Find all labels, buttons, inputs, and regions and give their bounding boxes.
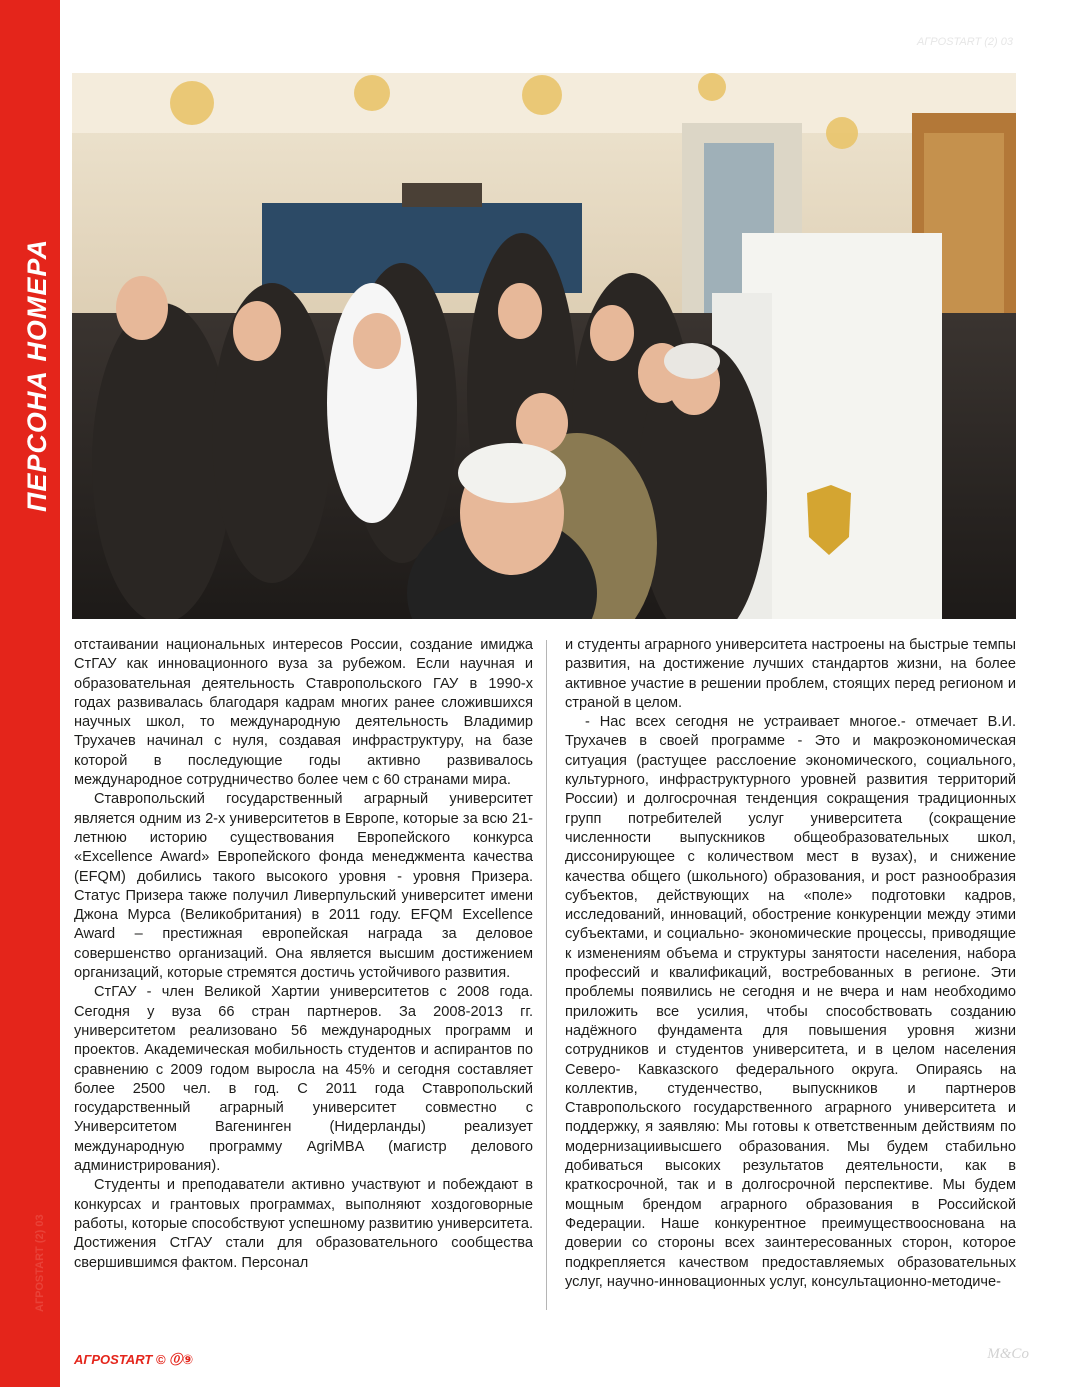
logo-left: АГРО — [74, 1352, 111, 1367]
paragraph: СтГАУ - член Великой Хартии университетов с 2008 года. Сегодня у вуза 66 стран партнеров. За 2008-2013 гг. университетом реализовано 56 международных программ и проектов. Академическая мобильность студентов и аспирантов по сравнению с 2009 годом выросла на 45% и сегодня составляет более 2500 чел. в год. С 2011 года Ставропольский государственный аграрный университет совместно с Университетом Вагенинген (Нидерланды) реализует международную программу AgriMBA (магистр делового администрирования). — [74, 984, 533, 1175]
paragraph: - Нас всех сегодня не устраивает многое.- отмечает В.И. Трухачев в своей программе - Это и макроэкономическая ситуация (растущее расслоение экономического, социального, культурного, инфраструктурного уровней развития территорий России) и долгосрочная тенденция сокращения традиционных групп потребителей услуг университета (сокращение численности выпускников общеобразовательных школ, диссонирующее с количеством мест в вузах), и снижение качества общего (школьного) образования, и рост разнообразия субъектов, действующих на «поле» подготовки кадров, исследований, инноваций, обострение конкуренции между этими субъектами, и социально- экономические процессы, приводящие к изменениям объема и структуры занятости населения, набора профессий и квалификаций, востребованных в регионе. Эти проблемы появились не сегодня и не вчера и нам необходимо приложить все усилия, чтобы способствовать созданию надёжного фундамента для повышения уровня жизни сотрудников и студентов университета, и в целом населения Северо- Кавказского федерального округа. Опираясь на коллектив, студенчество, выпускников и партнеров Ставропольского государственного аграрного университета и поддержку, я заявляю: Мы готовы к ответственным действиям по модернизациивысшего образования. Мы будем стабильно добиваться высоких результатов деятельности, как в краткосрочной, так и в долгосрочной перспективе. Мы будем мощным брендом аграрного образования в Российской Федерации. Наше конкурентное преимуществооснована на доверии со стороны всех заинтересованных сторон, которое подкрепляется качеством предоставляемых образовательных услуг, научно-инновационных услуг, консультационно-методиче- — [565, 714, 1016, 1290]
side-band — [0, 0, 60, 1387]
paragraph: отстаивании национальных интересов России, создание имиджа СтГАУ как инновационного вуза за рубежом. Если научная и образовательная деятельность Ставропольского ГАУ в 1990-х годах развивалась благодаря кадрам многих ранее сложившихся научных школ, то международную деятельность Владимир Трухачев начинал с нуля, создавая инфраструктуру, на базе которой в последующие годы активно развивалось международное сотрудничество более чем с 60 странами мира. — [74, 637, 533, 789]
top-watermark: АГРОSTART (2) 03 — [916, 36, 1013, 48]
event-photo — [72, 73, 1016, 619]
side-watermark: АГРОSTART (2) 03 — [34, 1214, 46, 1312]
logo-right: START — [110, 1352, 153, 1367]
article-left-column — [74, 636, 533, 1273]
section-title: ПЕРСОНА НОМЕРА — [22, 238, 52, 512]
article-right-column — [565, 636, 1016, 1292]
publisher-mark: М&Со — [987, 1346, 1029, 1362]
column-divider — [546, 640, 547, 1310]
logo-tail: © ⓪⑨ — [155, 1352, 194, 1367]
magazine-logo — [74, 1349, 193, 1368]
paragraph: Студенты и преподаватели активно участвуют и побеждают в конкурсах и грантовых программах, выполняют хоздоговорные работы, которые способствуют успешному развитию университета. Достижения СтГАУ стали для образовательного сообщества свершившимся фактом. Персонал — [74, 1177, 533, 1271]
paragraph: Ставропольский государственный аграрный университет является одним из 2-х университетов в Европе, которые за всю 21-летнюю историю существования Европейского конкурса «Excellence Award» Европейского фонда менеджмента качества (EFQM) добились такого высокого уровня - уровня Призера. Статус Призера также получил Ливерпульский университет имени Джона Мурса (Великобритания) в 2011 году. EFQM Excellence Award – престижная европейская награда за деловое совершенство организаций. Она является высшим достижением организаций, которые стремятся достичь устойчивого развития. — [74, 791, 533, 982]
paragraph: и студенты аграрного университета настроены на быстрые темпы развития, на достижение лучших стандартов жизни, на более активное участие в решении проблем, стоящих перед регионом и страной в целом. — [565, 637, 1016, 711]
